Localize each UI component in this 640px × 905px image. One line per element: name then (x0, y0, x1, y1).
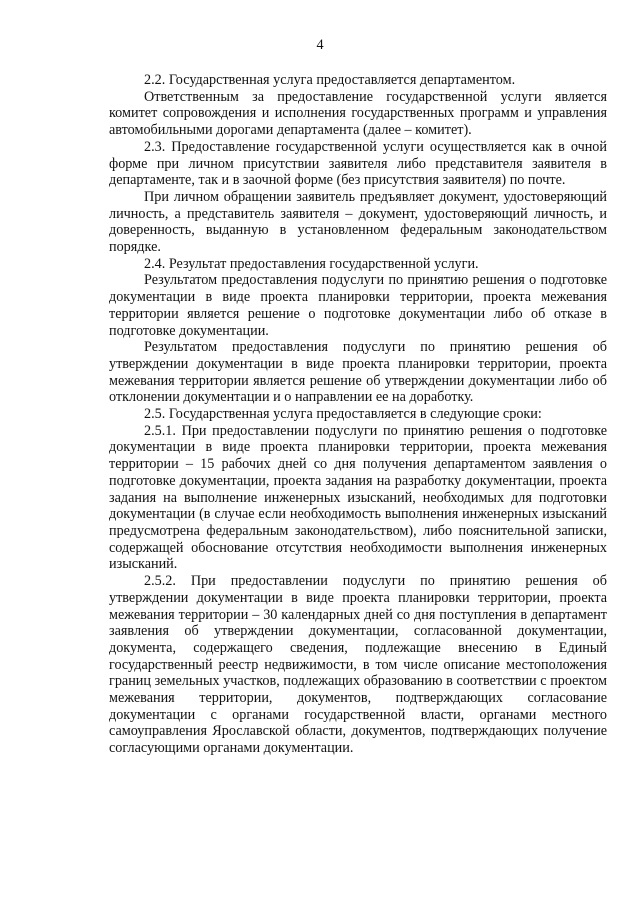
document-body (109, 72, 607, 757)
paragraph-responsible-committee: Ответственным за предоставление государственной услуги является комитет сопровождения и исполнения государственных программ и управления автомобильными дорогами департамента (далее – комитет). (109, 88, 607, 139)
paragraph-personal-appeal: При личном обращении заявитель предъявляет документ, удостоверяющий личность, а представитель заявителя – документ, удостоверяющий личность, и доверенность, выданную в установленном федеральным законодательством порядке. (109, 188, 607, 256)
paragraph-2-3: 2.3. Предоставление государственной услуги осуществляется как в очной форме при личном присутствии заявителя либо представителя заявителя в департаменте, так и в заочной форме (без присутствия заявителя) по почте. (109, 138, 607, 189)
paragraph-result-approval: Результатом предоставления подуслуги по принятию решения об утверждении документации в виде проекта планировки территории, проекта межевания территории является решение об утверждении документации либо об отклонении документации и о направлении ее на доработку. (109, 339, 607, 406)
page-number: 4 (316, 37, 324, 53)
paragraph-2-5: 2.5. Государственная услуга предоставляется в следующие сроки: (144, 406, 542, 423)
paragraph-2-4: 2.4. Результат предоставления государственной услуги. (144, 255, 479, 272)
paragraph-result-preparation: Результатом предоставления подуслуги по принятию решения о подготовке документации в виде проекта планировки территории, проекта межевания территории является решение о подготовке документации либо об отказе в подготовке документации. (109, 272, 607, 339)
paragraph-2-5-2: 2.5.2. При предоставлении подуслуги по принятию решения об утверждении документации в виде проекта планировки территории, проекта межевания территории – 30 календарных дней со дня поступления в департамент заявления об утверждении документации, согласованной документации, документа, содержащего сведения, подлежащие внесению в Единый государственный реестр недвижимости, в том числе описание местоположения границ земельных участков, подлежащих образованию в соответствии с проектом межевания территории, документов, подтверждающих согласование документации с органами государственной власти, органами местного самоуправления Ярославской области, документов, подтверждающих получение согласующими органами документации. (109, 573, 607, 757)
paragraph-2-5-1: 2.5.1. При предоставлении подуслуги по принятию решения о подготовке документации в виде проекта планировки территории, проекта межевания территории – 15 рабочих дней со дня получения департаментом заявления о подготовке документации, проекта задания на разработку документации, проекта задания на выполнение инженерных изысканий, необходимых для подготовки документации (в случае если необходимость выполнения инженерных изысканий предусмотрена федеральным законодательством), либо пояснительной записки, содержащей обоснование отсутствия необходимости выполнения инженерных изысканий. (109, 422, 607, 573)
paragraph-2-2: 2.2. Государственная услуга предоставляется департаментом. (144, 72, 516, 88)
